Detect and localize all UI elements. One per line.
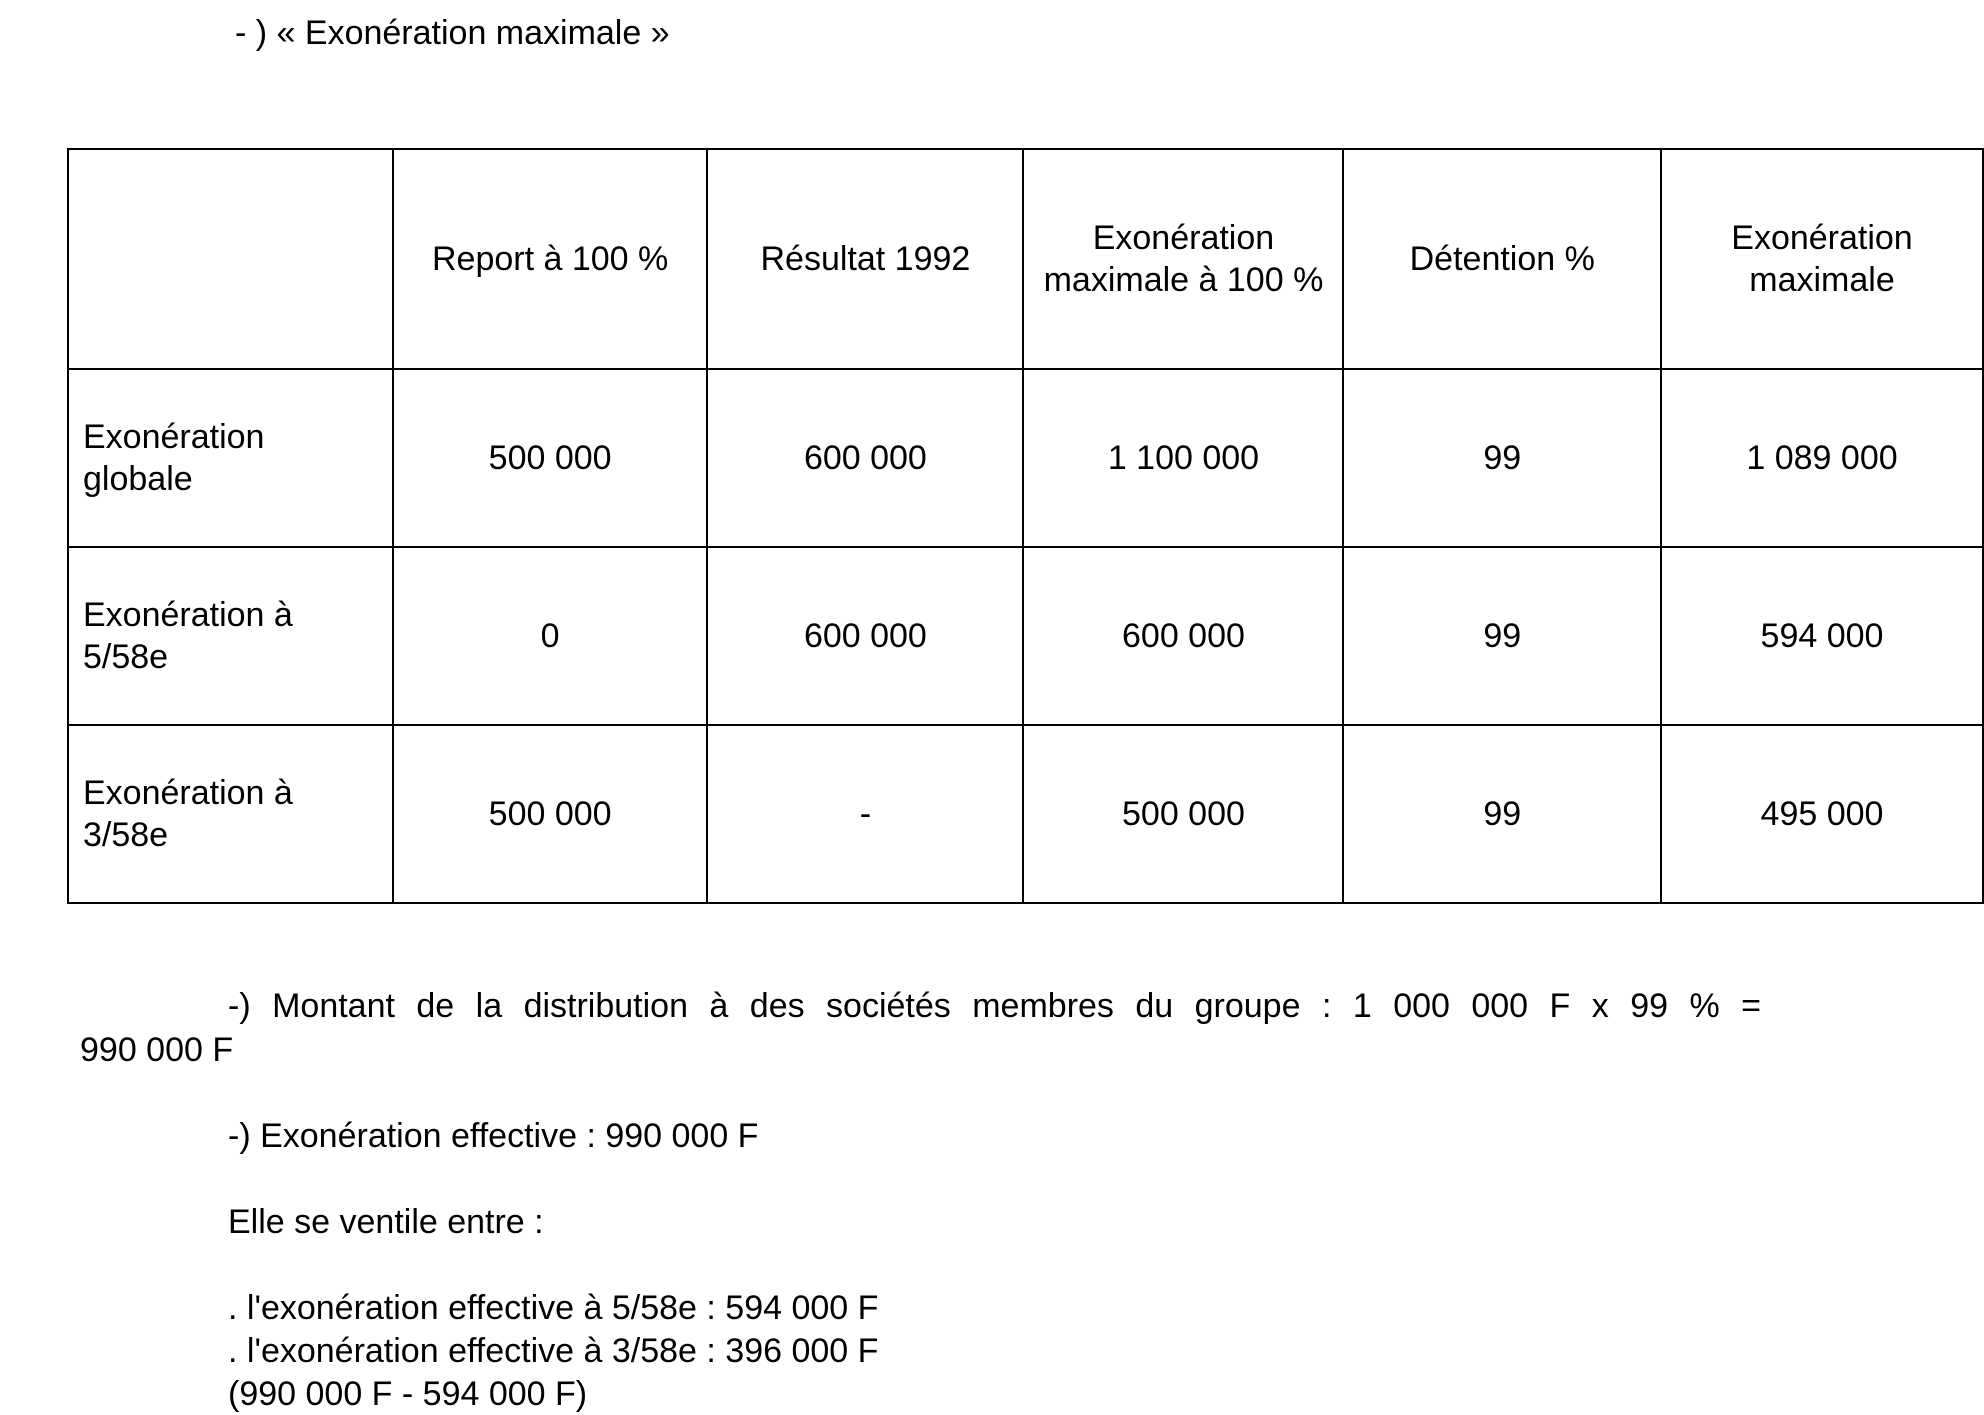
header-exoneration-max-100: Exonération maximale à 100 % [1023,149,1343,369]
header-exoneration-max: Exonération maximale [1661,149,1983,369]
table-row [68,547,1983,725]
section-title: - ) « Exonération maximale » [235,14,670,52]
cell-exoneration-max-100: 600 000 [1023,547,1343,725]
cell-detention: 99 [1343,369,1661,547]
row-label: Exonération à 5/58e [68,547,393,725]
row-label: Exonération globale [68,369,393,547]
cell-detention: 99 [1343,725,1661,903]
cell-exoneration-max: 495 000 [1661,725,1983,903]
cell-exoneration-max-100: 1 100 000 [1023,369,1343,547]
table-row [68,369,1983,547]
cell-report: 0 [393,547,707,725]
cell-resultat: 600 000 [707,369,1023,547]
distribution-continuation: 990 000 F [80,1031,234,1069]
split-item-5-58: . l'exonération effective à 5/58e : 594 000 F [228,1289,879,1327]
cell-resultat: 600 000 [707,547,1023,725]
cell-exoneration-max-100: 500 000 [1023,725,1343,903]
split-item-3-58: . l'exonération effective à 3/58e : 396 000 F [228,1332,879,1370]
header-report: Report à 100 % [393,149,707,369]
row-label: Exonération à 3/58e [68,725,393,903]
distribution-paragraph: -) Montant de la distribution à des sociétés membres du groupe : 1 000 000 F x 99 % = [228,987,1761,1025]
table-header-row [68,149,1983,369]
cell-exoneration-max: 594 000 [1661,547,1983,725]
cell-exoneration-max: 1 089 000 [1661,369,1983,547]
header-resultat: Résultat 1992 [707,149,1023,369]
exoneration-table [67,148,1984,904]
header-cell-empty [68,149,393,369]
table-row [68,725,1983,903]
cell-detention: 99 [1343,547,1661,725]
split-intro: Elle se ventile entre : [228,1203,544,1241]
header-detention: Détention % [1343,149,1661,369]
cell-resultat: - [707,725,1023,903]
effective-exoneration-line: -) Exonération effective : 990 000 F [228,1117,759,1155]
cell-report: 500 000 [393,369,707,547]
split-calculation: (990 000 F - 594 000 F) [228,1375,588,1413]
cell-report: 500 000 [393,725,707,903]
